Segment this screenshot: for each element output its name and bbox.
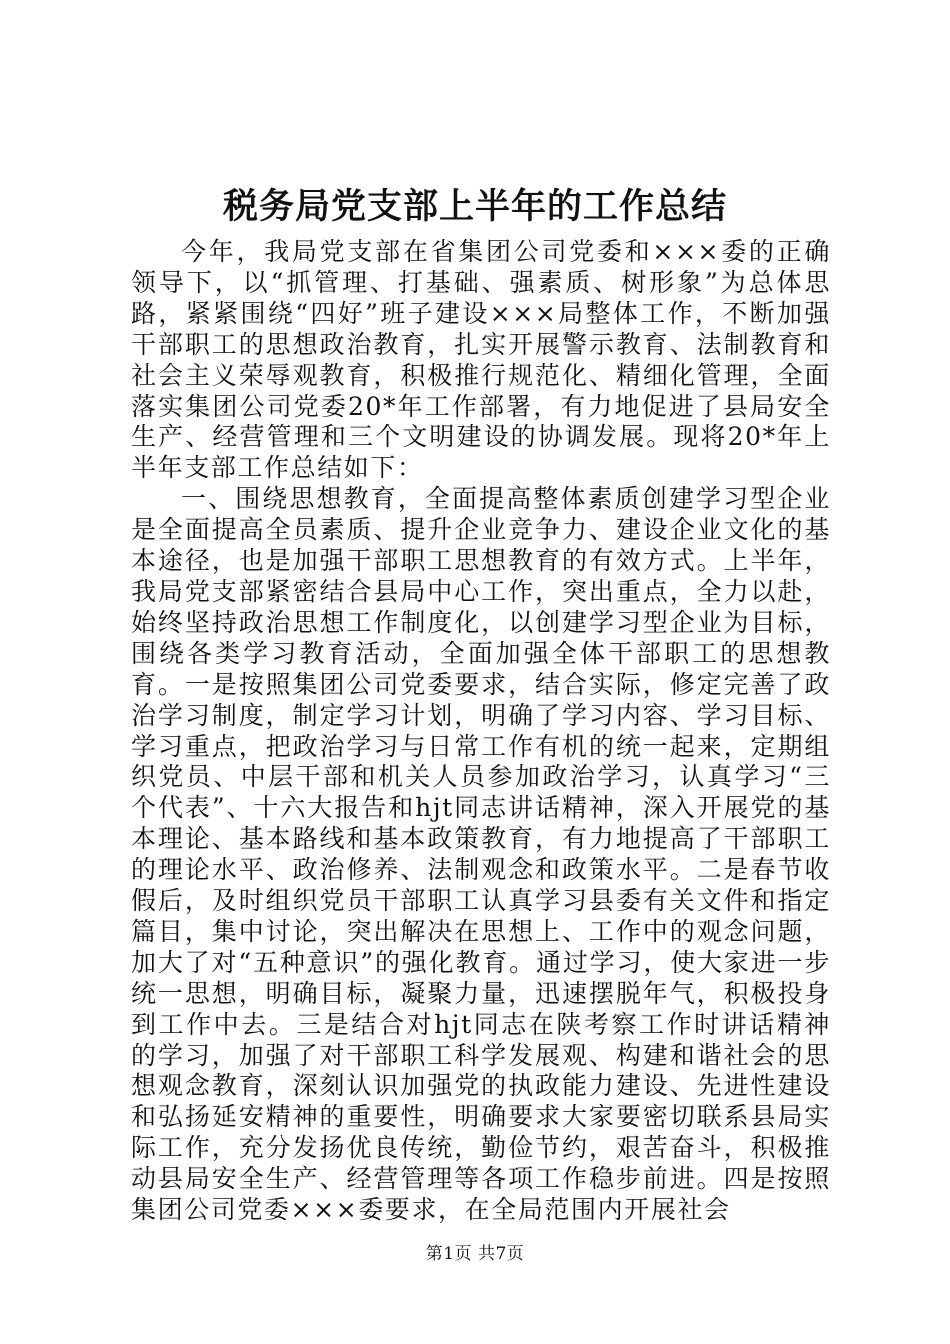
document-body (131, 237, 831, 1226)
paragraph-intro: 今年，我局党支部在省集团公司党委和×××委的正确领导下，以“抓管理、打基础、强素质、树形象”为总体思路，紧紧围绕“四好”班子建设×××局整体工作，不断加强干部职工的思想政治教育，扎实开展警示教育、法制教育和社会主义荣辱观教育，积极推行规范化、精细化管理，全面落实集团公司党委20*年工作部署，有力地促进了县局安全生产、经营管理和三个文明建设的协调发展。现将20*年上半年支部工作总结如下： (131, 237, 831, 483)
document-title: 税务局党支部上半年的工作总结 (222, 186, 727, 227)
page-footer: 第1页 共7页 (425, 1244, 525, 1264)
paragraph-section-one: 一、围绕思想教育，全面提高整体素质创建学习型企业是全面提高全员素质、提升企业竞争力、建设企业文化的基本途径，也是加强干部职工思想教育的有效方式。上半年，我局党支部紧密结合县局中心工作，突出重点，全力以赴，始终坚持政治思想工作制度化，以创建学习型企业为目标，围绕各类学习教育活动，全面加强全体干部职工的思想教育。一是按照集团公司党委要求，结合实际，修定完善了政治学习制度，制定学习计划，明确了学习内容、学习目标、学习重点，把政治学习与日常工作有机的统一起来，定期组织党员、中层干部和机关人员参加政治学习，认真学习“三个代表”、十六大报告和hjt同志讲话精神，深入开展党的基本理论、基本路线和基本政策教育，有力地提高了干部职工的理论水平、政治修养、法制观念和政策水平。二是春节收假后，及时组织党员干部职工认真学习县委有关文件和指定篇目，集中讨论，突出解决在思想上、工作中的观念问题，加大了对“五种意识”的强化教育。通过学习，使大家进一步统一思想，明确目标，凝聚力量，迅速摆脱年气，积极投身到工作中去。三是结合对hjt同志在陕考察工作时讲话精神的学习，加强了对干部职工科学发展观、构建和谐社会的思想观念教育，深刻认识加强党的执政能力建设、先进性建设和弘扬延安精神的重要性，明确要求大家要密切联系县局实际工作，充分发扬优良传统，勤俭节约，艰苦奋斗，积极推动县局安全生产、经营管理等各项工作稳步前进。四是按照集团公司党委×××委要求，在全局范围内开展社会 (131, 484, 831, 1225)
